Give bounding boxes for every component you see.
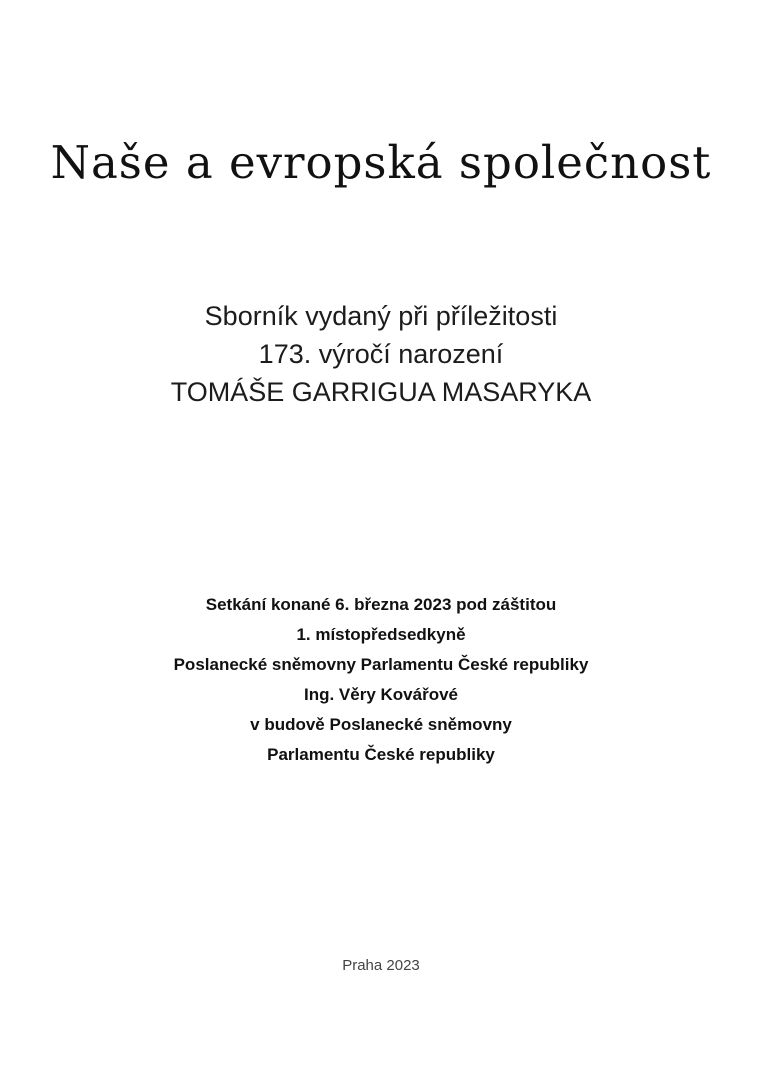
subtitle-line-3: TOMÁŠE GARRIGUA MASARYKA	[170, 377, 592, 407]
event-line: Ing. Věry Kovářové	[303, 685, 458, 704]
subtitle-block	[0, 297, 762, 411]
event-line: Poslanecké sněmovny Parlamentu České republiky	[173, 655, 589, 674]
event-line: Parlamentu České republiky	[267, 745, 495, 764]
event-line: 1. místopředsedkyně	[296, 625, 466, 644]
event-description	[0, 590, 762, 770]
subtitle-line-1: Sborník vydaný při příležitosti	[204, 301, 558, 331]
event-line: v budově Poslanecké sněmovny	[250, 715, 512, 734]
book-title: Naše a evropská společnost	[50, 136, 712, 189]
subtitle-line-2: 173. výročí narození	[258, 339, 504, 369]
event-line: Setkání konané 6. března 2023 pod záštitou	[205, 595, 557, 614]
place-and-year: Praha 2023	[342, 957, 420, 974]
